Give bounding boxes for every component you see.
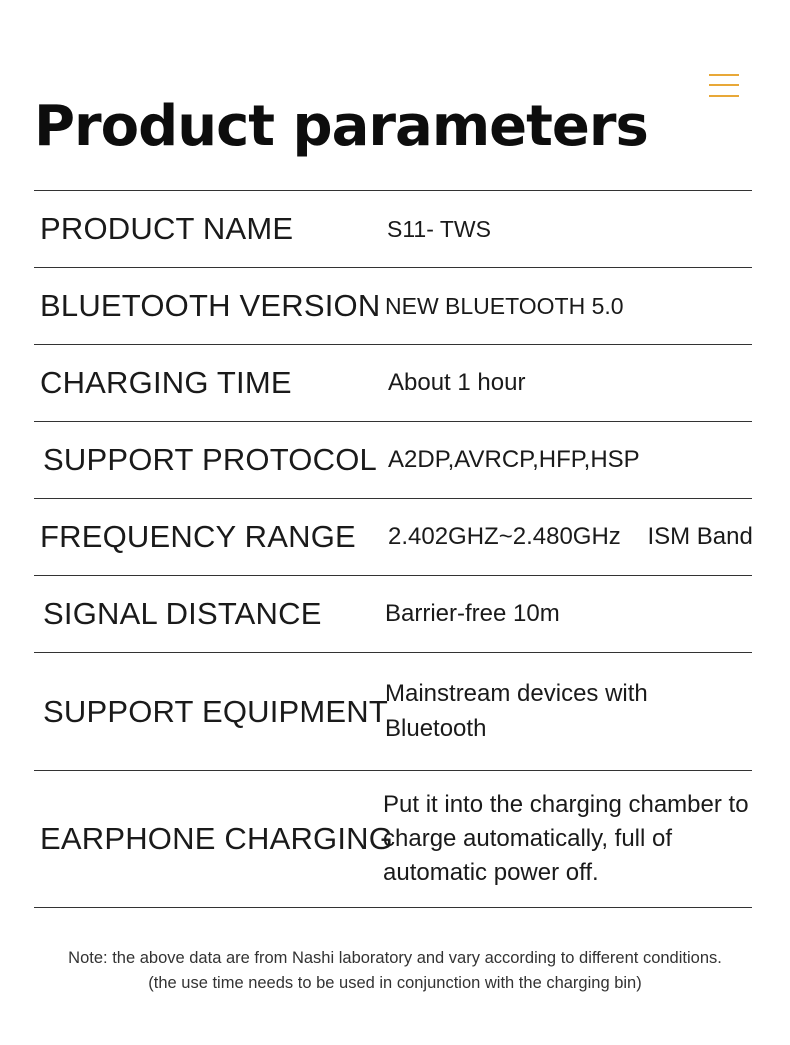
spec-row-product-name (34, 191, 752, 268)
footnote (0, 946, 790, 996)
spec-value: Mainstream devices with Bluetooth (385, 680, 648, 742)
menu-icon-bar (709, 74, 739, 76)
spec-row-bluetooth-version (34, 268, 752, 345)
spec-label: EARPHONE CHARGING (40, 821, 394, 856)
footnote-line: (the use time needs to be used in conjunction with the charging bin) (148, 973, 642, 992)
footnote-line: Note: the above data are from Nashi laboratory and vary according to different conditions. (68, 949, 722, 967)
spec-label: SIGNAL DISTANCE (43, 596, 322, 631)
spec-value: Put it into the charging chamber to charge automatically, full of automatic power off. (383, 790, 749, 887)
spec-value: 2.402GHZ~2.480GHz ISM Band (388, 522, 753, 550)
spec-label: FREQUENCY RANGE (40, 519, 356, 554)
spec-value: A2DP,AVRCP,HFP,HSP (388, 445, 640, 473)
menu-icon[interactable] (709, 74, 739, 98)
page-title: Product parameters (34, 93, 648, 159)
spec-row-support-protocol (34, 422, 752, 499)
spec-table (34, 190, 752, 908)
spec-row-frequency-range (34, 499, 752, 576)
spec-row-earphone-charging (34, 771, 752, 908)
spec-row-signal-distance (34, 576, 752, 653)
spec-label: PRODUCT NAME (40, 211, 294, 246)
spec-label: SUPPORT PROTOCOL (43, 442, 377, 477)
spec-value: Barrier-free 10m (385, 599, 560, 627)
spec-row-support-equipment (34, 653, 752, 771)
spec-value: NEW BLUETOOTH 5.0 (385, 292, 624, 319)
spec-value: About 1 hour (388, 368, 526, 396)
spec-label: CHARGING TIME (40, 365, 292, 400)
spec-label: BLUETOOTH VERSION (40, 288, 381, 323)
menu-icon-bar (709, 95, 739, 97)
spec-value: S11- TWS (387, 215, 491, 242)
spec-label: SUPPORT EQUIPMENT (43, 693, 389, 729)
spec-row-charging-time (34, 345, 752, 422)
menu-icon-bar (709, 84, 739, 86)
